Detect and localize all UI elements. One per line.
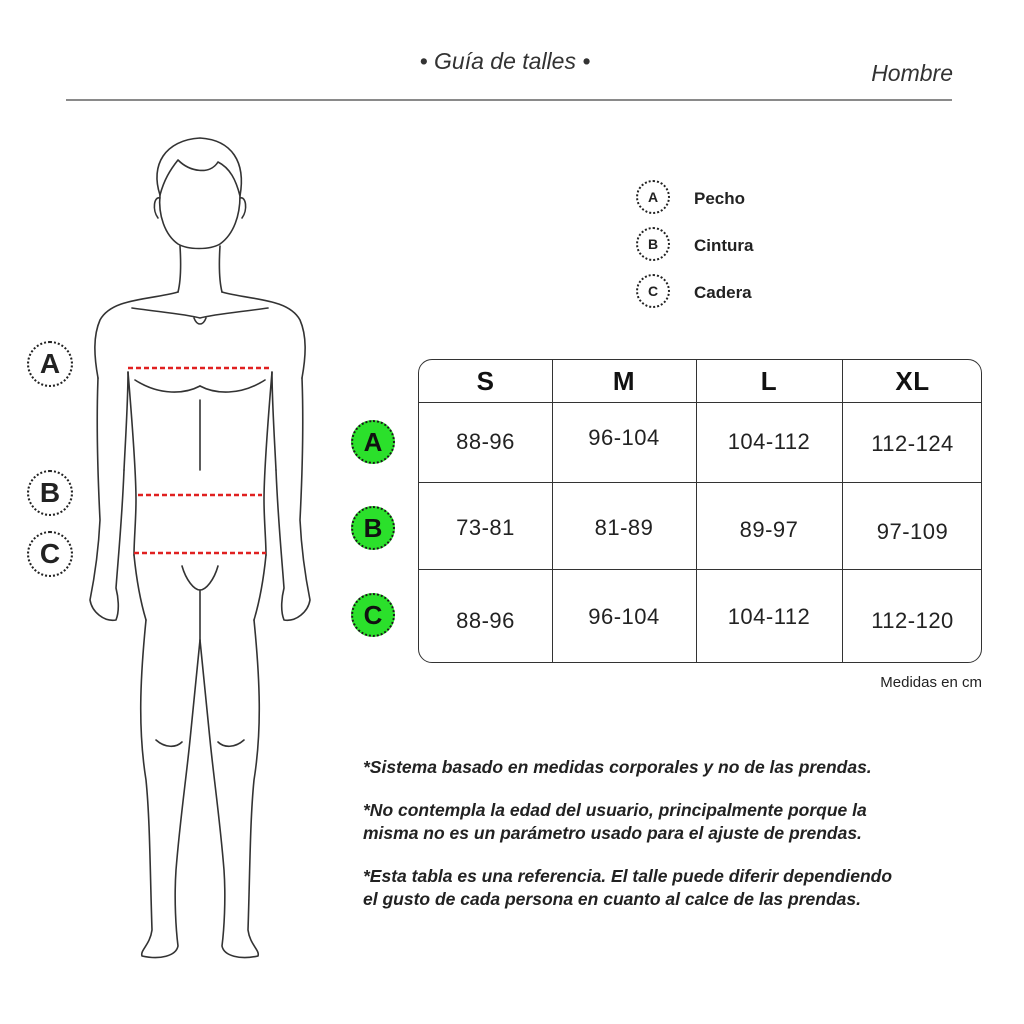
table-cell: 104-112 — [727, 429, 811, 454]
size-header: L — [760, 365, 778, 396]
size-header: S — [476, 365, 495, 396]
legend-label: Pecho — [694, 189, 746, 208]
footnotes — [363, 756, 1003, 931]
table-cell: 112-124 — [871, 431, 954, 456]
row-marker-hip: C — [351, 593, 395, 637]
table-cell: 88-96 — [456, 429, 515, 454]
table-cell: 96-104 — [588, 425, 660, 450]
figure-marker-chest: A — [27, 341, 73, 387]
size-header: M — [612, 365, 636, 396]
header-divider — [66, 99, 952, 101]
footnote: *Esta tabla es una referencia. El talle puede diferir dependiendo el gusto de cada persona en cuanto al calce de las prendas. — [363, 866, 893, 909]
footnote: *Sistema basado en medidas corporales y no de las prendas. — [363, 757, 872, 777]
table-cell: 96-104 — [588, 604, 660, 629]
units-caption: Medidas en cm — [880, 674, 982, 691]
table-cell: 73-81 — [456, 515, 515, 540]
size-table — [418, 359, 982, 663]
legend-code: A — [636, 180, 670, 214]
legend-label: Cintura — [694, 236, 754, 255]
row-marker-chest: A — [351, 420, 395, 464]
table-cell: 81-89 — [594, 515, 654, 540]
row-marker-waist: B — [351, 506, 395, 550]
size-header: XL — [895, 365, 930, 396]
table-cell: 104-112 — [727, 604, 811, 629]
table-cell: 112-120 — [871, 608, 954, 633]
legend-label: Cadera — [694, 283, 752, 302]
gender-label: Hombre — [871, 60, 953, 86]
footnote: *No contempla la edad del usuario, principalmente porque la misma no es un parámetro usado para el ajuste de prendas. — [363, 800, 867, 843]
figure-marker-waist: B — [27, 470, 73, 516]
table-cell: 88-96 — [456, 608, 515, 633]
table-cell: 97-109 — [876, 519, 949, 544]
table-cell: 89-97 — [739, 517, 799, 542]
legend-code: B — [636, 227, 670, 261]
page-title: • Guía de talles • — [419, 48, 591, 74]
legend-code: C — [636, 274, 670, 308]
figure-marker-hip: C — [27, 531, 73, 577]
